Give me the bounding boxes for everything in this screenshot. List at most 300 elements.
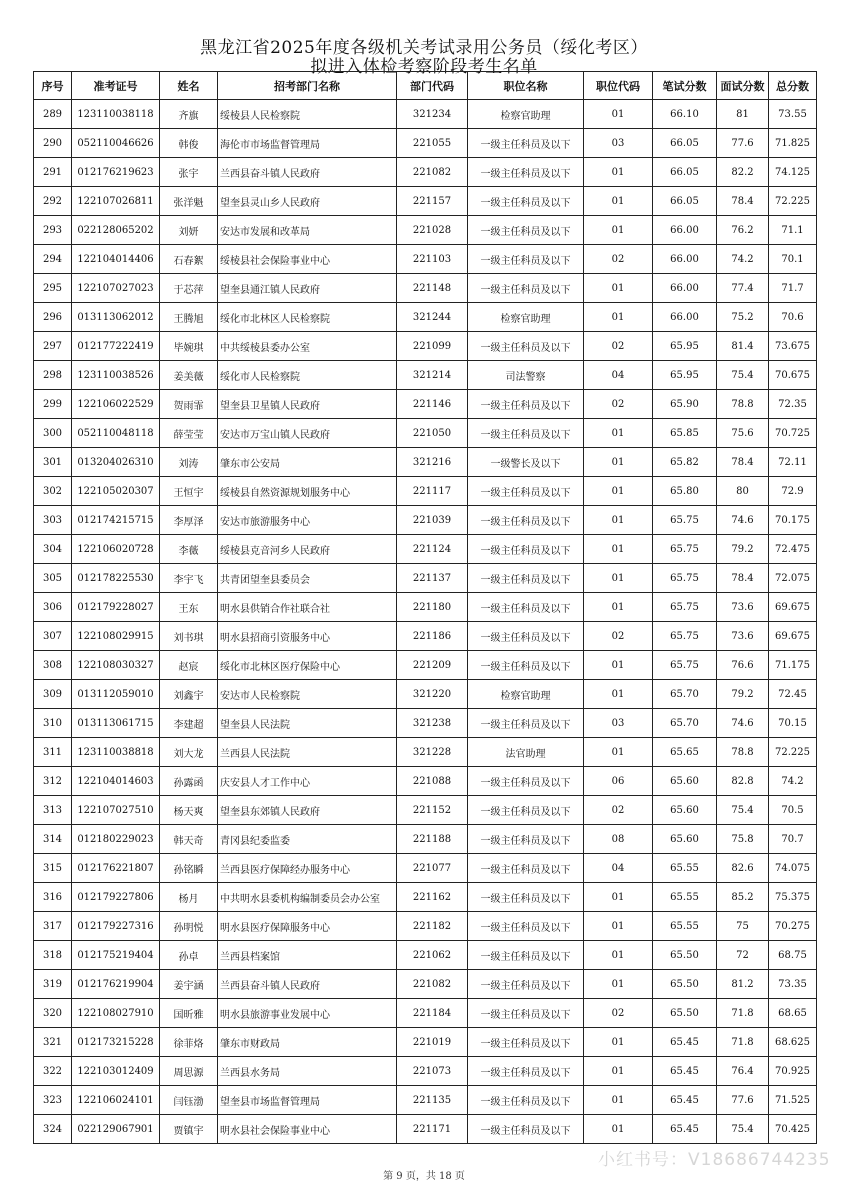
cell-exam-id: 122108030327 [72,651,160,680]
cell-position-code: 01 [584,564,653,593]
table-row [34,390,817,419]
cell-position-code: 01 [584,100,653,129]
cell-total-score: 72.45 [769,680,817,709]
cell-position-code: 01 [584,738,653,767]
table-row [34,883,817,912]
cell-position-name: 一级主任科员及以下 [468,796,584,825]
table-row [34,1057,817,1086]
cell-seq: 319 [34,970,72,999]
cell-name: 韩天奇 [160,825,218,854]
cell-interview-score: 79.2 [717,680,769,709]
cell-dept-code: 221082 [397,158,468,187]
cell-total-score: 70.15 [769,709,817,738]
cell-position-name: 一级主任科员及以下 [468,709,584,738]
cell-dept-code: 221188 [397,825,468,854]
cell-name: 李厚泽 [160,506,218,535]
cell-interview-score: 75.4 [717,361,769,390]
cell-dept-name: 肇东市财政局 [218,1028,397,1057]
cell-dept-name: 兰西县奋斗镇人民政府 [218,970,397,999]
cell-dept-code: 221055 [397,129,468,158]
table-row [34,419,817,448]
cell-seq: 321 [34,1028,72,1057]
table-row [34,245,817,274]
cell-position-name: 一级主任科员及以下 [468,825,584,854]
document-subtitle: 拟进入体检考察阶段考生名单 [310,57,538,77]
header-dept-code: 部门代码 [397,72,468,100]
table-row [34,709,817,738]
cell-written-score: 65.75 [653,651,717,680]
cell-exam-id: 012179227806 [72,883,160,912]
cell-dept-code: 221082 [397,970,468,999]
cell-seq: 289 [34,100,72,129]
cell-dept-name: 青冈县纪委监委 [218,825,397,854]
cell-dept-code: 221019 [397,1028,468,1057]
cell-interview-score: 75.4 [717,1115,769,1144]
table-row [34,796,817,825]
cell-dept-code: 221152 [397,796,468,825]
cell-position-name: 法官助理 [468,738,584,767]
cell-exam-id: 123110038818 [72,738,160,767]
cell-total-score: 70.6 [769,303,817,332]
cell-exam-id: 123110038118 [72,100,160,129]
cell-interview-score: 81.4 [717,332,769,361]
cell-written-score: 66.10 [653,100,717,129]
cell-position-name: 一级主任科员及以下 [468,535,584,564]
cell-exam-id: 122107027023 [72,274,160,303]
cell-exam-id: 012178225530 [72,564,160,593]
cell-dept-code: 321214 [397,361,468,390]
cell-seq: 308 [34,651,72,680]
cell-written-score: 65.45 [653,1028,717,1057]
cell-interview-score: 72 [717,941,769,970]
cell-seq: 311 [34,738,72,767]
cell-position-name: 一级主任科员及以下 [468,622,584,651]
cell-interview-score: 71.8 [717,999,769,1028]
cell-position-code: 01 [584,1115,653,1144]
cell-exam-id: 122107027510 [72,796,160,825]
cell-name: 徐菲烙 [160,1028,218,1057]
cell-interview-score: 81.2 [717,970,769,999]
cell-seq: 310 [34,709,72,738]
cell-name: 李薇 [160,535,218,564]
cell-exam-id: 122108027910 [72,999,160,1028]
table-row [34,941,817,970]
cell-dept-name: 明水县旅游事业发展中心 [218,999,397,1028]
table-row [34,970,817,999]
cell-dept-code: 221062 [397,941,468,970]
cell-written-score: 65.75 [653,535,717,564]
cell-interview-score: 75.2 [717,303,769,332]
header-name: 姓名 [160,72,218,100]
cell-dept-name: 绥棱县克音河乡人民政府 [218,535,397,564]
cell-position-name: 一级主任科员及以下 [468,187,584,216]
cell-interview-score: 81 [717,100,769,129]
cell-exam-id: 012176221807 [72,854,160,883]
candidate-table [33,71,817,1144]
cell-position-code: 02 [584,999,653,1028]
cell-total-score: 71.825 [769,129,817,158]
cell-position-name: 一级警长及以下 [468,448,584,477]
cell-interview-score: 76.6 [717,651,769,680]
cell-dept-code: 221186 [397,622,468,651]
cell-dept-code: 221099 [397,332,468,361]
cell-name: 石春絮 [160,245,218,274]
cell-seq: 293 [34,216,72,245]
table-row [34,825,817,854]
cell-dept-code: 221039 [397,506,468,535]
cell-dept-name: 明水县供销合作社联合社 [218,593,397,622]
table-row [34,477,817,506]
cell-seq: 305 [34,564,72,593]
header-position-name: 职位名称 [468,72,584,100]
cell-exam-id: 012175219404 [72,941,160,970]
page-indicator: 第 9 页，共 18 页 [383,1171,465,1182]
cell-dept-code: 221171 [397,1115,468,1144]
cell-dept-name: 绥化市北林区人民检察院 [218,303,397,332]
cell-name: 孙露函 [160,767,218,796]
cell-exam-id: 122108029915 [72,622,160,651]
cell-exam-id: 122103012409 [72,1057,160,1086]
cell-dept-code: 221124 [397,535,468,564]
cell-exam-id: 012177222419 [72,332,160,361]
cell-position-code: 02 [584,332,653,361]
cell-dept-code: 221162 [397,883,468,912]
cell-total-score: 72.225 [769,187,817,216]
cell-position-name: 一级主任科员及以下 [468,506,584,535]
cell-exam-id: 012179227316 [72,912,160,941]
cell-dept-name: 庆安县人才工作中心 [218,767,397,796]
cell-total-score: 74.075 [769,854,817,883]
cell-written-score: 65.60 [653,767,717,796]
cell-position-code: 02 [584,796,653,825]
cell-exam-id: 022128065202 [72,216,160,245]
cell-dept-name: 兰西县医疗保障经办服务中心 [218,854,397,883]
cell-total-score: 74.2 [769,767,817,796]
cell-position-name: 一级主任科员及以下 [468,1028,584,1057]
cell-position-name: 检察官助理 [468,100,584,129]
cell-written-score: 65.95 [653,332,717,361]
cell-interview-score: 74.2 [717,245,769,274]
cell-written-score: 65.50 [653,999,717,1028]
cell-dept-name: 安达市发展和改革局 [218,216,397,245]
cell-dept-name: 兰西县档案馆 [218,941,397,970]
cell-name: 国昕雅 [160,999,218,1028]
cell-seq: 316 [34,883,72,912]
cell-interview-score: 74.6 [717,709,769,738]
cell-position-name: 一级主任科员及以下 [468,912,584,941]
cell-written-score: 65.65 [653,738,717,767]
cell-name: 张宇 [160,158,218,187]
cell-written-score: 66.00 [653,274,717,303]
cell-written-score: 65.45 [653,1115,717,1144]
cell-written-score: 65.55 [653,883,717,912]
cell-dept-name: 明水县社会保险事业中心 [218,1115,397,1144]
cell-name: 李宇飞 [160,564,218,593]
cell-name: 闫钰渤 [160,1086,218,1115]
cell-interview-score: 79.2 [717,535,769,564]
cell-position-name: 一级主任科员及以下 [468,883,584,912]
cell-interview-score: 76.4 [717,1057,769,1086]
cell-exam-id: 052110046626 [72,129,160,158]
cell-seq: 313 [34,796,72,825]
cell-exam-id: 122105020307 [72,477,160,506]
cell-position-code: 01 [584,477,653,506]
cell-exam-id: 122104014603 [72,767,160,796]
table-row [34,1028,817,1057]
cell-dept-code: 221073 [397,1057,468,1086]
table-row [34,1115,817,1144]
cell-position-code: 01 [584,1086,653,1115]
table-row [34,999,817,1028]
cell-seq: 318 [34,941,72,970]
cell-total-score: 68.65 [769,999,817,1028]
cell-exam-id: 013113062012 [72,303,160,332]
cell-position-code: 04 [584,854,653,883]
cell-total-score: 71.7 [769,274,817,303]
cell-dept-code: 221088 [397,767,468,796]
cell-total-score: 70.275 [769,912,817,941]
table-row [34,535,817,564]
cell-dept-code: 221137 [397,564,468,593]
cell-written-score: 65.82 [653,448,717,477]
cell-position-name: 一级主任科员及以下 [468,941,584,970]
cell-written-score: 66.05 [653,129,717,158]
cell-position-name: 一级主任科员及以下 [468,274,584,303]
cell-dept-name: 兰西县人民法院 [218,738,397,767]
cell-dept-code: 221209 [397,651,468,680]
cell-dept-code: 221050 [397,419,468,448]
document-title: 黑龙江省2025年度各级机关考试录用公务员（绥化考区） [200,38,648,58]
cell-name: 王腾旭 [160,303,218,332]
cell-dept-code: 221103 [397,245,468,274]
cell-written-score: 65.50 [653,941,717,970]
cell-interview-score: 78.4 [717,448,769,477]
cell-seq: 296 [34,303,72,332]
cell-total-score: 71.1 [769,216,817,245]
cell-dept-name: 明水县医疗保障服务中心 [218,912,397,941]
cell-position-code: 01 [584,535,653,564]
cell-interview-score: 80 [717,477,769,506]
cell-seq: 302 [34,477,72,506]
cell-written-score: 66.00 [653,216,717,245]
cell-position-code: 03 [584,709,653,738]
cell-position-name: 一级主任科员及以下 [468,1115,584,1144]
table-row [34,738,817,767]
watermark: 小红书号：V18686744235 [598,1150,831,1170]
cell-seq: 294 [34,245,72,274]
cell-position-name: 一级主任科员及以下 [468,970,584,999]
table-row [34,912,817,941]
cell-dept-code: 321216 [397,448,468,477]
cell-total-score: 75.375 [769,883,817,912]
cell-dept-name: 绥棱县社会保险事业中心 [218,245,397,274]
cell-dept-name: 中共绥棱县委办公室 [218,332,397,361]
cell-position-code: 01 [584,912,653,941]
cell-written-score: 65.90 [653,390,717,419]
cell-total-score: 69.675 [769,593,817,622]
cell-position-name: 一级主任科员及以下 [468,854,584,883]
cell-seq: 292 [34,187,72,216]
header-exam-id: 准考证号 [72,72,160,100]
cell-dept-code: 321220 [397,680,468,709]
cell-name: 王恒宇 [160,477,218,506]
cell-written-score: 66.05 [653,158,717,187]
table-body [34,100,817,1144]
cell-written-score: 65.75 [653,622,717,651]
cell-seq: 307 [34,622,72,651]
cell-dept-name: 海伦市市场监督管理局 [218,129,397,158]
cell-position-name: 一级主任科员及以下 [468,999,584,1028]
cell-total-score: 70.5 [769,796,817,825]
cell-name: 齐旗 [160,100,218,129]
cell-interview-score: 74.6 [717,506,769,535]
cell-dept-name: 安达市旅游服务中心 [218,506,397,535]
cell-exam-id: 122106020728 [72,535,160,564]
table-row [34,158,817,187]
table-row [34,303,817,332]
cell-written-score: 65.55 [653,912,717,941]
cell-total-score: 70.675 [769,361,817,390]
cell-name: 贺雨霏 [160,390,218,419]
header-dept-name: 招考部门名称 [218,72,397,100]
header-interview-score: 面试分数 [717,72,769,100]
cell-position-code: 01 [584,274,653,303]
cell-seq: 301 [34,448,72,477]
cell-total-score: 70.1 [769,245,817,274]
table-header-row [34,72,817,100]
cell-dept-name: 绥棱县人民检察院 [218,100,397,129]
cell-name: 杨月 [160,883,218,912]
cell-total-score: 73.55 [769,100,817,129]
cell-position-code: 01 [584,970,653,999]
cell-position-code: 06 [584,767,653,796]
table-row [34,187,817,216]
cell-interview-score: 77.6 [717,1086,769,1115]
cell-name: 薛莹莹 [160,419,218,448]
cell-position-name: 一级主任科员及以下 [468,1057,584,1086]
cell-position-name: 一级主任科员及以下 [468,332,584,361]
cell-dept-name: 绥化市北林区医疗保险中心 [218,651,397,680]
cell-interview-score: 73.6 [717,593,769,622]
cell-written-score: 65.50 [653,970,717,999]
cell-seq: 300 [34,419,72,448]
table-row [34,129,817,158]
cell-seq: 309 [34,680,72,709]
cell-dept-name: 望奎县东郊镇人民政府 [218,796,397,825]
cell-position-code: 01 [584,1028,653,1057]
cell-written-score: 65.75 [653,564,717,593]
cell-total-score: 71.175 [769,651,817,680]
cell-interview-score: 77.4 [717,274,769,303]
cell-total-score: 68.625 [769,1028,817,1057]
cell-name: 贾镇宇 [160,1115,218,1144]
cell-seq: 304 [34,535,72,564]
cell-dept-name: 望奎县人民法院 [218,709,397,738]
cell-total-score: 73.675 [769,332,817,361]
cell-written-score: 65.85 [653,419,717,448]
cell-written-score: 65.60 [653,825,717,854]
cell-exam-id: 122106024101 [72,1086,160,1115]
cell-name: 于芯萍 [160,274,218,303]
cell-written-score: 65.80 [653,477,717,506]
table-row [34,593,817,622]
cell-written-score: 66.00 [653,245,717,274]
cell-dept-code: 221148 [397,274,468,303]
table-row [34,216,817,245]
cell-seq: 315 [34,854,72,883]
table-row [34,332,817,361]
cell-dept-code: 221135 [397,1086,468,1115]
cell-position-name: 一级主任科员及以下 [468,477,584,506]
cell-position-name: 检察官助理 [468,680,584,709]
cell-position-code: 08 [584,825,653,854]
cell-dept-code: 321244 [397,303,468,332]
cell-exam-id: 012173215228 [72,1028,160,1057]
cell-dept-code: 321238 [397,709,468,738]
cell-seq: 312 [34,767,72,796]
cell-position-code: 01 [584,651,653,680]
cell-dept-code: 221157 [397,187,468,216]
cell-seq: 298 [34,361,72,390]
cell-position-name: 一级主任科员及以下 [468,1086,584,1115]
cell-position-code: 02 [584,390,653,419]
cell-exam-id: 123110038526 [72,361,160,390]
cell-name: 毕婉琪 [160,332,218,361]
cell-seq: 314 [34,825,72,854]
cell-position-name: 一级主任科员及以下 [468,651,584,680]
cell-dept-name: 绥棱县自然资源规划服务中心 [218,477,397,506]
cell-name: 孙铭瞬 [160,854,218,883]
cell-written-score: 65.70 [653,709,717,738]
cell-total-score: 70.425 [769,1115,817,1144]
cell-written-score: 65.75 [653,506,717,535]
cell-name: 王东 [160,593,218,622]
header-seq: 序号 [34,72,72,100]
cell-total-score: 72.475 [769,535,817,564]
cell-total-score: 70.925 [769,1057,817,1086]
cell-total-score: 70.725 [769,419,817,448]
cell-written-score: 66.00 [653,303,717,332]
cell-position-code: 01 [584,680,653,709]
cell-interview-score: 73.6 [717,622,769,651]
cell-seq: 291 [34,158,72,187]
cell-total-score: 69.675 [769,622,817,651]
cell-position-code: 03 [584,129,653,158]
cell-exam-id: 013113061715 [72,709,160,738]
cell-written-score: 65.70 [653,680,717,709]
cell-interview-score: 82.6 [717,854,769,883]
cell-position-code: 04 [584,361,653,390]
table-row [34,651,817,680]
cell-seq: 324 [34,1115,72,1144]
cell-total-score: 71.525 [769,1086,817,1115]
cell-interview-score: 78.8 [717,390,769,419]
cell-exam-id: 013204026310 [72,448,160,477]
cell-written-score: 65.60 [653,796,717,825]
cell-exam-id: 012180229023 [72,825,160,854]
cell-total-score: 72.9 [769,477,817,506]
cell-dept-name: 安达市人民检察院 [218,680,397,709]
cell-name: 张洋魁 [160,187,218,216]
cell-position-name: 一级主任科员及以下 [468,767,584,796]
cell-seq: 306 [34,593,72,622]
cell-position-code: 01 [584,303,653,332]
cell-position-name: 一级主任科员及以下 [468,419,584,448]
cell-dept-name: 中共明水县委机构编制委员会办公室 [218,883,397,912]
cell-dept-name: 望奎县卫星镇人民政府 [218,390,397,419]
cell-position-code: 01 [584,419,653,448]
cell-dept-name: 望奎县灵山乡人民政府 [218,187,397,216]
